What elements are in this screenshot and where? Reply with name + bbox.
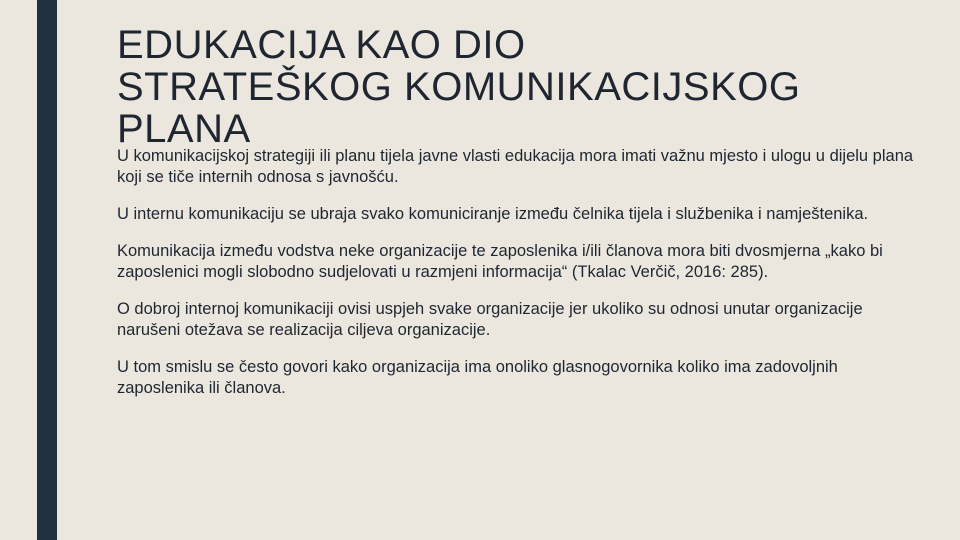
slide-body <box>117 146 927 415</box>
title-line: STRATEŠKOG KOMUNIKACIJSKOG <box>117 65 801 109</box>
title-line: PLANA <box>117 107 251 151</box>
paragraph: O dobroj internoj komunikaciji ovisi uspjeh svake organizacije jer ukoliko su odnosi unutar organizacije narušeni otežava se realizacija ciljeva organizacije. <box>117 300 863 339</box>
paragraph: U internu komunikaciju se ubraja svako komuniciranje između čelnika tijela i službenika i namještenika. <box>117 205 869 223</box>
paragraph: U komunikacijskoj strategiji ili planu tijela javne vlasti edukacija mora imati važnu mjesto i ulogu u dijelu plana koji se tiče internih odnosa s javnošću. <box>117 147 914 186</box>
paragraph: U tom smislu se često govori kako organizacija ima onoliko glasnogovornika koliko ima zadovoljnih zaposlenika ili članova. <box>117 358 838 397</box>
slide-title <box>117 24 917 150</box>
accent-sidebar <box>37 0 57 540</box>
paragraph: Komunikacija između vodstva neke organizacije te zaposlenika i/ili članova mora biti dvosmjerna „kako bi zaposlenici mogli slobodno sudjelovati u razmjeni informacija“ (Tkalac Verčič, 2016: 285). <box>117 242 883 281</box>
title-line: EDUKACIJA KAO DIO <box>117 23 526 67</box>
